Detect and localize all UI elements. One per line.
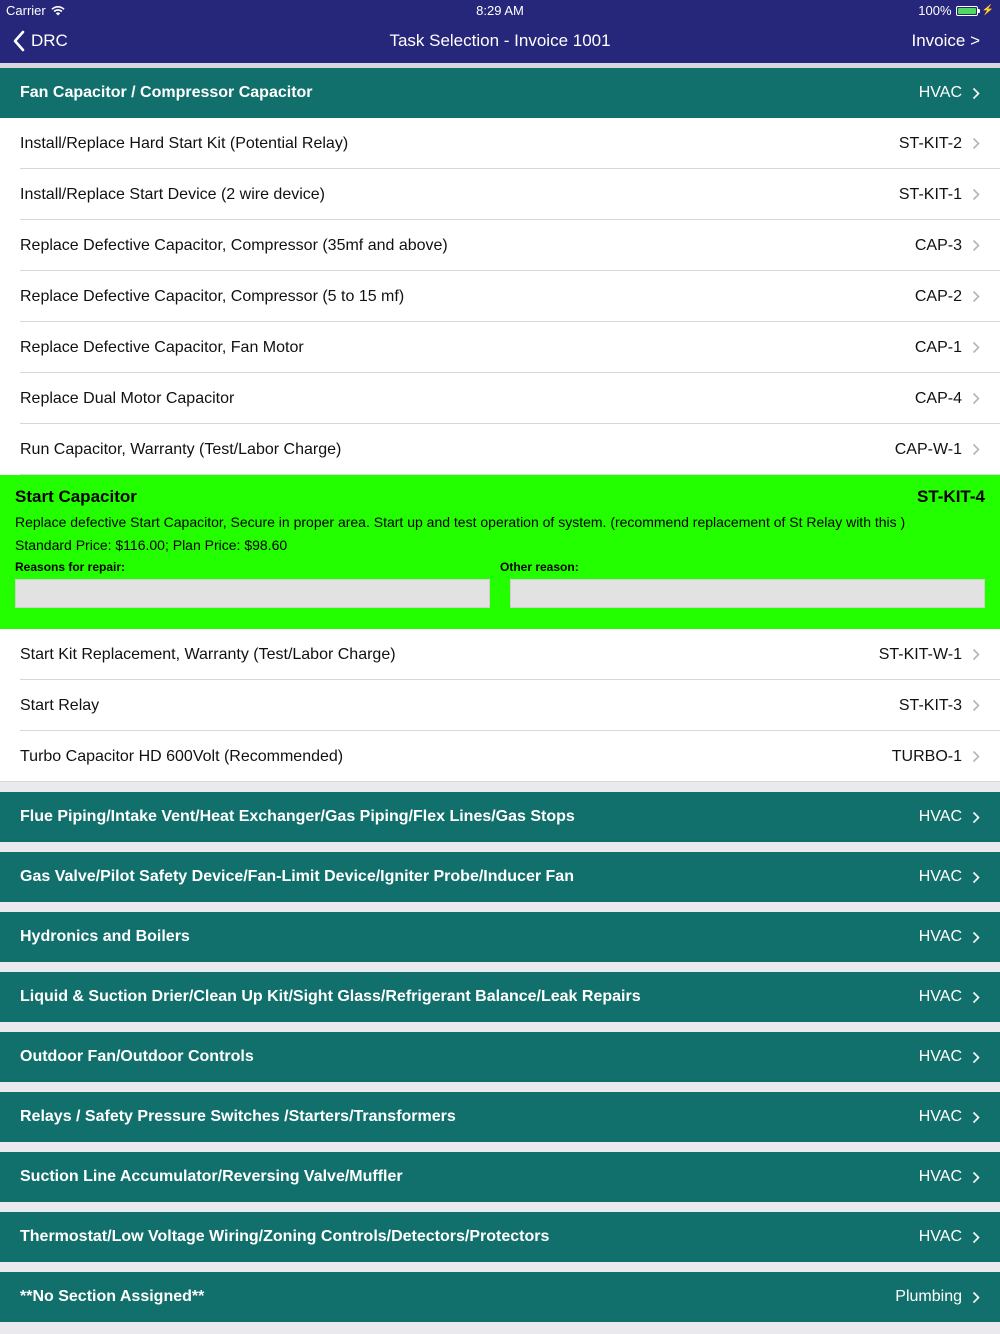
- chevron-right-icon: [972, 290, 980, 303]
- section-gap: [0, 1022, 1000, 1032]
- task-rows-before: [0, 118, 1000, 475]
- task-row[interactable]: [0, 220, 1000, 271]
- section-title: Relays / Safety Pressure Switches /Starters/Transformers: [20, 1108, 456, 1125]
- chevron-right-icon: [972, 137, 980, 150]
- chevron-right-icon: [972, 811, 980, 824]
- chevron-right-icon: [972, 239, 980, 252]
- task-code: ST-KIT-3: [898, 696, 962, 714]
- section-title: Flue Piping/Intake Vent/Heat Exchanger/Gas Piping/Flex Lines/Gas Stops: [20, 808, 575, 825]
- section-gap: [0, 1082, 1000, 1092]
- invoice-button[interactable]: Invoice >: [911, 31, 980, 50]
- section-gap: [0, 842, 1000, 852]
- chevron-right-icon: [972, 871, 980, 884]
- task-label: Install/Replace Hard Start Kit (Potential Relay): [20, 134, 349, 152]
- chevron-right-icon: [972, 648, 980, 661]
- section-header[interactable]: [0, 1152, 1000, 1202]
- section-category: HVAC: [918, 988, 962, 1005]
- task-label: Run Capacitor, Warranty (Test/Labor Charge): [20, 440, 342, 458]
- section-category: HVAC: [918, 1108, 962, 1125]
- section-category: HVAC: [918, 1168, 962, 1185]
- section-category: HVAC: [918, 868, 962, 885]
- expanded-title: Start Capacitor: [15, 487, 137, 506]
- task-label: Replace Defective Capacitor, Fan Motor: [20, 338, 304, 356]
- task-row[interactable]: [0, 271, 1000, 322]
- chevron-right-icon: [972, 1231, 980, 1244]
- chevron-right-icon: [972, 699, 980, 712]
- task-code: ST-KIT-W-1: [878, 645, 962, 663]
- other-reason-label: Other reason:: [500, 560, 579, 574]
- chevron-right-icon: [972, 87, 980, 100]
- task-code: CAP-W-1: [894, 440, 962, 458]
- navigation-bar: [0, 20, 1000, 63]
- expanded-header: [15, 487, 985, 507]
- section-title: Thermostat/Low Voltage Wiring/Zoning Controls/Detectors/Protectors: [20, 1228, 550, 1245]
- chevron-right-icon: [972, 1171, 980, 1184]
- section-list: [0, 782, 1000, 1322]
- reasons-label: Reasons for repair:: [15, 560, 126, 574]
- task-label: Turbo Capacitor HD 600Volt (Recommended): [20, 747, 344, 765]
- charging-bolt-icon: ⚡: [981, 5, 994, 16]
- chevron-right-icon: [972, 1291, 980, 1304]
- task-row[interactable]: [0, 629, 1000, 680]
- section-header[interactable]: [0, 792, 1000, 842]
- battery-fill: [958, 8, 976, 14]
- page-title: Task Selection - Invoice 1001: [389, 31, 611, 50]
- task-code: TURBO-1: [891, 747, 962, 765]
- task-code: ST-KIT-1: [898, 185, 962, 203]
- task-row[interactable]: [0, 680, 1000, 731]
- task-label: Replace Defective Capacitor, Compressor (5 to 15 mf): [20, 287, 405, 305]
- task-row[interactable]: [0, 118, 1000, 169]
- expanded-price: Standard Price: $116.00; Plan Price: $98.60: [15, 537, 288, 553]
- chevron-right-icon: [972, 1051, 980, 1064]
- chevron-right-icon: [972, 443, 980, 456]
- task-label: Replace Dual Motor Capacitor: [20, 389, 235, 407]
- task-label: Install/Replace Start Device (2 wire device): [20, 185, 326, 203]
- section-header[interactable]: [0, 852, 1000, 902]
- section-gap: [0, 1142, 1000, 1152]
- section-category: HVAC: [918, 84, 962, 101]
- section-category: HVAC: [918, 1228, 962, 1245]
- section-gap: [0, 962, 1000, 972]
- section-header-fan-capacitor[interactable]: [0, 68, 1000, 118]
- section-title: Suction Line Accumulator/Reversing Valve/Muffler: [20, 1168, 403, 1185]
- reasons-for-repair-input[interactable]: [15, 579, 490, 608]
- task-code: CAP-1: [914, 338, 962, 356]
- task-list: [0, 68, 1000, 1322]
- chevron-right-icon: [972, 341, 980, 354]
- section-category: HVAC: [918, 808, 962, 825]
- section-title: Liquid & Suction Drier/Clean Up Kit/Sight Glass/Refrigerant Balance/Leak Repairs: [20, 988, 641, 1005]
- task-code: CAP-2: [914, 287, 962, 305]
- reason-inputs: [15, 579, 985, 608]
- chevron-right-icon: [972, 931, 980, 944]
- reason-labels: [15, 560, 985, 574]
- task-row[interactable]: [0, 322, 1000, 373]
- section-title: Outdoor Fan/Outdoor Controls: [20, 1048, 254, 1065]
- expanded-task-start-capacitor[interactable]: [0, 475, 1000, 629]
- back-button[interactable]: [12, 30, 68, 52]
- section-title: Fan Capacitor / Compressor Capacitor: [20, 84, 313, 101]
- chevron-right-icon: [972, 991, 980, 1004]
- task-row[interactable]: [0, 373, 1000, 424]
- chevron-right-icon: [972, 1111, 980, 1124]
- section-header[interactable]: [0, 1092, 1000, 1142]
- section-header[interactable]: [0, 1212, 1000, 1262]
- task-label: Start Relay: [20, 696, 100, 714]
- task-row[interactable]: [0, 424, 1000, 475]
- section-gap: [0, 1262, 1000, 1272]
- section-header[interactable]: [0, 972, 1000, 1022]
- chevron-right-icon: [972, 188, 980, 201]
- chevron-right-icon: [972, 392, 980, 405]
- chevron-right-icon: [972, 750, 980, 763]
- task-code: CAP-3: [914, 236, 962, 254]
- status-right: [918, 3, 994, 18]
- task-label: Start Kit Replacement, Warranty (Test/Labor Charge): [20, 645, 396, 663]
- task-row[interactable]: [0, 169, 1000, 220]
- section-category: Plumbing: [895, 1288, 962, 1305]
- section-category: HVAC: [918, 928, 962, 945]
- section-header[interactable]: [0, 912, 1000, 962]
- back-label: DRC: [31, 31, 68, 50]
- task-rows-after: [0, 629, 1000, 782]
- battery-icon: [956, 6, 978, 16]
- section-gap: [0, 782, 1000, 792]
- task-label: Replace Defective Capacitor, Compressor (35mf and above): [20, 236, 448, 254]
- task-row[interactable]: [0, 731, 1000, 782]
- status-bar: [0, 0, 1000, 20]
- expanded-code: ST-KIT-4: [916, 487, 985, 506]
- section-gap: [0, 1202, 1000, 1212]
- section-title: **No Section Assigned**: [20, 1288, 205, 1305]
- section-header[interactable]: [0, 1032, 1000, 1082]
- carrier-label: Carrier: [6, 3, 46, 18]
- chevron-left-icon: [12, 30, 26, 52]
- section-header[interactable]: [0, 1272, 1000, 1322]
- battery-percent: 100%: [918, 3, 952, 18]
- task-code: CAP-4: [914, 389, 962, 407]
- section-title: Gas Valve/Pilot Safety Device/Fan-Limit Device/Igniter Probe/Inducer Fan: [20, 868, 574, 885]
- status-time: 8:29 AM: [476, 3, 524, 18]
- section-category: HVAC: [918, 1048, 962, 1065]
- expanded-description: Replace defective Start Capacitor, Secure in proper area. Start up and test operation of system. (recommend replacement of St Relay with this ): [15, 514, 906, 530]
- task-code: ST-KIT-2: [898, 134, 962, 152]
- other-reason-input[interactable]: [510, 579, 985, 608]
- section-gap: [0, 902, 1000, 912]
- section-title: Hydronics and Boilers: [20, 928, 190, 945]
